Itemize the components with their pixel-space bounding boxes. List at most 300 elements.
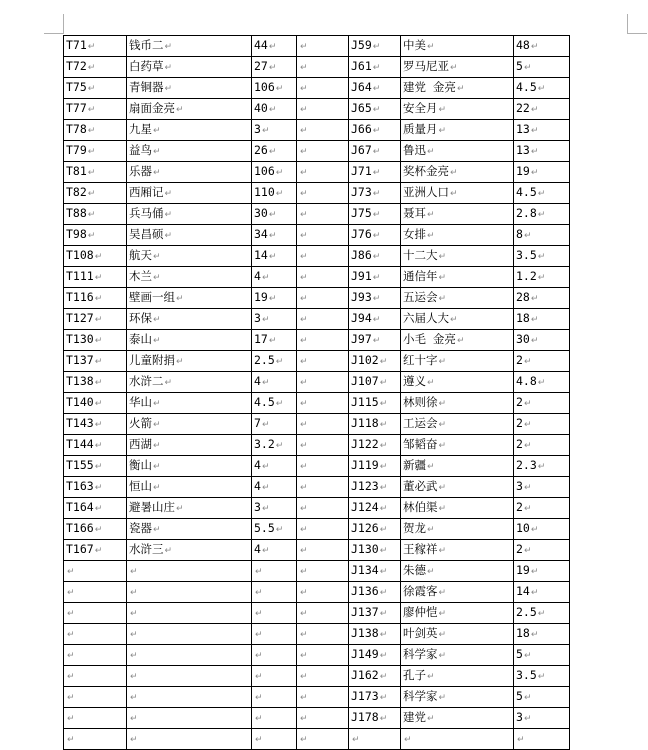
cell-t-code[interactable] — [64, 288, 127, 309]
cell-t-code[interactable] — [64, 120, 127, 141]
cell-j-code[interactable] — [349, 393, 401, 414]
cell-j-name[interactable] — [401, 729, 514, 750]
cell-text: J73 — [351, 185, 372, 199]
paragraph-mark-icon: ↵ — [523, 693, 532, 703]
cell-text: 叶剑英 — [403, 626, 438, 640]
cell-j-code[interactable] — [349, 624, 401, 645]
cell-t-name[interactable] — [127, 582, 252, 603]
cell-t-code[interactable] — [64, 351, 127, 372]
cell-t-blank[interactable] — [297, 99, 349, 120]
cell-j-code[interactable] — [349, 519, 401, 540]
cell-t-name[interactable] — [127, 561, 252, 582]
cell-t-code[interactable] — [64, 708, 127, 729]
cell-j-code[interactable] — [349, 288, 401, 309]
cell-j-code[interactable] — [349, 57, 401, 78]
cell-t-code[interactable] — [64, 729, 127, 750]
cell-t-blank[interactable] — [297, 36, 349, 57]
cell-j-count[interactable] — [514, 78, 570, 99]
paragraph-mark-icon: ↵ — [275, 525, 284, 535]
cell-t-code[interactable] — [64, 393, 127, 414]
cell-t-name[interactable] — [127, 162, 252, 183]
paragraph-mark-icon: ↵ — [372, 231, 381, 241]
cell-text: 5 — [516, 59, 523, 73]
cell-t-count[interactable] — [252, 603, 297, 624]
paragraph-mark-icon: ↵ — [438, 588, 447, 598]
paragraph-mark-icon: ↵ — [255, 630, 263, 640]
cell-t-code[interactable] — [64, 540, 127, 561]
cell-t-name[interactable] — [127, 414, 252, 435]
paragraph-mark-icon: ↵ — [379, 504, 388, 514]
cell-t-code[interactable] — [64, 456, 127, 477]
cell-t-count[interactable] — [252, 687, 297, 708]
table-row — [64, 36, 570, 57]
cell-j-name[interactable] — [401, 708, 514, 729]
table-row — [64, 351, 570, 372]
cell-t-name[interactable] — [127, 246, 252, 267]
cell-t-count[interactable] — [252, 498, 297, 519]
cell-j-count[interactable] — [514, 414, 570, 435]
cell-t-count[interactable] — [252, 414, 297, 435]
cell-t-code[interactable] — [64, 414, 127, 435]
cell-j-name[interactable] — [401, 456, 514, 477]
cell-t-code[interactable] — [64, 78, 127, 99]
cell-j-count[interactable] — [514, 120, 570, 141]
cell-t-count[interactable] — [252, 204, 297, 225]
cell-j-name[interactable] — [401, 162, 514, 183]
cell-t-code[interactable] — [64, 372, 127, 393]
cell-j-code[interactable] — [349, 435, 401, 456]
cell-t-code[interactable] — [64, 624, 127, 645]
cell-t-name[interactable] — [127, 393, 252, 414]
cell-t-blank[interactable] — [297, 729, 349, 750]
cell-j-code[interactable] — [349, 36, 401, 57]
cell-t-code[interactable] — [64, 183, 127, 204]
cell-j-count[interactable] — [514, 393, 570, 414]
cell-j-code[interactable] — [349, 540, 401, 561]
cell-t-blank[interactable] — [297, 141, 349, 162]
paragraph-mark-icon: ↵ — [530, 336, 539, 346]
cell-t-name[interactable] — [127, 477, 252, 498]
cell-text: 兵马俑 — [129, 206, 164, 220]
cell-t-code[interactable] — [64, 645, 127, 666]
cell-t-name[interactable] — [127, 372, 252, 393]
cell-t-name[interactable] — [127, 57, 252, 78]
cell-t-code[interactable] — [64, 36, 127, 57]
paragraph-mark-icon: ↵ — [164, 84, 173, 94]
cell-t-name[interactable] — [127, 456, 252, 477]
cell-j-code[interactable] — [349, 645, 401, 666]
paragraph-mark-icon: ↵ — [300, 357, 308, 367]
cell-j-name[interactable] — [401, 120, 514, 141]
cell-t-count[interactable] — [252, 666, 297, 687]
cell-j-count[interactable] — [514, 225, 570, 246]
paragraph-mark-icon: ↵ — [372, 336, 381, 346]
cell-j-count[interactable] — [514, 729, 570, 750]
paragraph-mark-icon: ↵ — [94, 357, 103, 367]
cell-t-blank[interactable] — [297, 435, 349, 456]
cell-t-count[interactable] — [252, 540, 297, 561]
cell-j-count[interactable] — [514, 477, 570, 498]
cell-t-count[interactable] — [252, 246, 297, 267]
cell-j-code[interactable] — [349, 225, 401, 246]
cell-j-name[interactable] — [401, 225, 514, 246]
paragraph-mark-icon: ↵ — [438, 252, 447, 262]
cell-j-code[interactable] — [349, 666, 401, 687]
cell-text: 聂耳 — [403, 206, 426, 220]
cell-j-count[interactable] — [514, 435, 570, 456]
paragraph-mark-icon: ↵ — [275, 84, 284, 94]
paragraph-mark-icon: ↵ — [523, 504, 532, 514]
cell-j-name[interactable] — [401, 204, 514, 225]
cell-t-name[interactable] — [127, 183, 252, 204]
cell-t-blank[interactable] — [297, 708, 349, 729]
cell-j-code[interactable] — [349, 120, 401, 141]
cell-j-name[interactable] — [401, 519, 514, 540]
cell-j-count[interactable] — [514, 288, 570, 309]
cell-t-blank[interactable] — [297, 477, 349, 498]
cell-text: 西湖 — [129, 437, 152, 451]
cell-j-name[interactable] — [401, 78, 514, 99]
cell-t-blank[interactable] — [297, 162, 349, 183]
cell-j-name[interactable] — [401, 36, 514, 57]
paragraph-mark-icon: ↵ — [300, 126, 308, 136]
cell-j-name[interactable] — [401, 141, 514, 162]
cell-t-code[interactable] — [64, 225, 127, 246]
cell-t-blank[interactable] — [297, 666, 349, 687]
cell-t-name[interactable] — [127, 99, 252, 120]
cell-j-count[interactable] — [514, 99, 570, 120]
cell-j-name[interactable] — [401, 582, 514, 603]
cell-t-name[interactable] — [127, 645, 252, 666]
paragraph-mark-icon: ↵ — [300, 672, 308, 682]
paragraph-mark-icon: ↵ — [523, 483, 532, 493]
cell-j-name[interactable] — [401, 309, 514, 330]
cell-j-name[interactable] — [401, 183, 514, 204]
cell-text: 28 — [516, 290, 530, 304]
cell-t-name[interactable] — [127, 624, 252, 645]
cell-t-code[interactable] — [64, 330, 127, 351]
cell-t-count[interactable] — [252, 288, 297, 309]
paragraph-mark-icon: ↵ — [530, 126, 539, 136]
cell-j-count[interactable] — [514, 456, 570, 477]
cell-text: 3.5 — [516, 248, 537, 262]
cell-t-code[interactable] — [64, 57, 127, 78]
cell-t-count[interactable] — [252, 456, 297, 477]
cell-j-code[interactable] — [349, 246, 401, 267]
cell-t-blank[interactable] — [297, 456, 349, 477]
cell-j-code[interactable] — [349, 351, 401, 372]
cell-j-count[interactable] — [514, 141, 570, 162]
cell-j-code[interactable] — [349, 162, 401, 183]
cell-j-name[interactable] — [401, 645, 514, 666]
cell-t-blank[interactable] — [297, 57, 349, 78]
cell-j-count[interactable] — [514, 624, 570, 645]
cell-t-code[interactable] — [64, 162, 127, 183]
cell-j-code[interactable] — [349, 582, 401, 603]
cell-t-count[interactable] — [252, 645, 297, 666]
paragraph-mark-icon: ↵ — [450, 63, 458, 73]
cell-j-name[interactable] — [401, 330, 514, 351]
cell-t-count[interactable] — [252, 36, 297, 57]
cell-t-name[interactable] — [127, 267, 252, 288]
cell-t-code[interactable] — [64, 267, 127, 288]
cell-t-name[interactable] — [127, 687, 252, 708]
cell-j-code[interactable] — [349, 78, 401, 99]
cell-t-name[interactable] — [127, 309, 252, 330]
cell-t-count[interactable] — [252, 141, 297, 162]
cell-j-code[interactable] — [349, 687, 401, 708]
cell-t-count[interactable] — [252, 120, 297, 141]
cell-text: J124 — [351, 500, 379, 514]
cell-t-name[interactable] — [127, 78, 252, 99]
cell-t-blank[interactable] — [297, 582, 349, 603]
cell-text: 亚洲人口 — [403, 185, 449, 199]
paragraph-mark-icon: ↵ — [438, 105, 447, 115]
cell-text: 遵义 — [403, 374, 426, 388]
cell-t-name[interactable] — [127, 603, 252, 624]
cell-t-name[interactable] — [127, 141, 252, 162]
cell-t-blank[interactable] — [297, 183, 349, 204]
cell-j-code[interactable] — [349, 498, 401, 519]
cell-t-name[interactable] — [127, 498, 252, 519]
cell-t-count[interactable] — [252, 477, 297, 498]
cell-j-name[interactable] — [401, 267, 514, 288]
cell-t-code[interactable] — [64, 204, 127, 225]
cell-t-count[interactable] — [252, 351, 297, 372]
cell-t-count[interactable] — [252, 309, 297, 330]
cell-j-name[interactable] — [401, 477, 514, 498]
cell-text: J97 — [351, 332, 372, 346]
cell-j-name[interactable] — [401, 603, 514, 624]
cell-j-count[interactable] — [514, 372, 570, 393]
cell-text: 避暑山庄 — [129, 500, 175, 514]
cell-j-code[interactable] — [349, 708, 401, 729]
cell-j-count[interactable] — [514, 57, 570, 78]
cell-j-count[interactable] — [514, 540, 570, 561]
cell-t-blank[interactable] — [297, 309, 349, 330]
cell-j-name[interactable] — [401, 435, 514, 456]
cell-t-code[interactable] — [64, 519, 127, 540]
cell-j-code[interactable] — [349, 414, 401, 435]
cell-j-name[interactable] — [401, 414, 514, 435]
cell-t-code[interactable] — [64, 141, 127, 162]
cell-t-blank[interactable] — [297, 645, 349, 666]
cell-t-count[interactable] — [252, 183, 297, 204]
cell-text: 邹韬奋 — [403, 437, 438, 451]
cell-t-blank[interactable] — [297, 225, 349, 246]
cell-t-count[interactable] — [252, 708, 297, 729]
cell-t-blank[interactable] — [297, 519, 349, 540]
cell-j-code[interactable] — [349, 309, 401, 330]
cell-t-blank[interactable] — [297, 603, 349, 624]
cell-t-count[interactable] — [252, 519, 297, 540]
cell-j-code[interactable] — [349, 477, 401, 498]
cell-t-code[interactable] — [64, 666, 127, 687]
cell-j-count[interactable] — [514, 183, 570, 204]
table-row — [64, 414, 570, 435]
cell-t-code[interactable] — [64, 582, 127, 603]
cell-j-name[interactable] — [401, 246, 514, 267]
cell-text: 13 — [516, 143, 530, 157]
cell-j-name[interactable] — [401, 498, 514, 519]
cell-j-count[interactable] — [514, 519, 570, 540]
cell-j-name[interactable] — [401, 393, 514, 414]
cell-text: 水浒三 — [129, 542, 164, 556]
cell-t-name[interactable] — [127, 330, 252, 351]
cell-t-blank[interactable] — [297, 498, 349, 519]
cell-text: T144 — [66, 437, 94, 451]
cell-j-name[interactable] — [401, 372, 514, 393]
cell-t-name[interactable] — [127, 540, 252, 561]
cell-j-count[interactable] — [514, 162, 570, 183]
cell-text: 4 — [254, 542, 261, 556]
cell-t-blank[interactable] — [297, 351, 349, 372]
paragraph-mark-icon: ↵ — [87, 189, 96, 199]
cell-j-name[interactable] — [401, 624, 514, 645]
cell-t-blank[interactable] — [297, 267, 349, 288]
cell-t-code[interactable] — [64, 687, 127, 708]
cell-t-blank[interactable] — [297, 414, 349, 435]
cell-text: 7 — [254, 416, 261, 430]
paragraph-mark-icon: ↵ — [87, 147, 96, 157]
cell-t-code[interactable] — [64, 246, 127, 267]
cell-t-blank[interactable] — [297, 372, 349, 393]
cell-t-name[interactable] — [127, 435, 252, 456]
cell-j-name[interactable] — [401, 561, 514, 582]
cell-t-blank[interactable] — [297, 204, 349, 225]
cell-j-name[interactable] — [401, 288, 514, 309]
cell-t-count[interactable] — [252, 624, 297, 645]
cell-j-count[interactable] — [514, 246, 570, 267]
cell-t-blank[interactable] — [297, 78, 349, 99]
cell-j-code[interactable] — [349, 183, 401, 204]
cell-t-name[interactable] — [127, 36, 252, 57]
cell-t-name[interactable] — [127, 708, 252, 729]
cell-t-code[interactable] — [64, 435, 127, 456]
cell-t-code[interactable] — [64, 561, 127, 582]
cell-j-name[interactable] — [401, 351, 514, 372]
cell-j-count[interactable] — [514, 351, 570, 372]
cell-text: 19 — [254, 290, 268, 304]
cell-t-blank[interactable] — [297, 687, 349, 708]
cell-j-code[interactable] — [349, 729, 401, 750]
cell-t-count[interactable] — [252, 57, 297, 78]
cell-j-code[interactable] — [349, 372, 401, 393]
cell-t-count[interactable] — [252, 99, 297, 120]
cell-t-blank[interactable] — [297, 561, 349, 582]
cell-j-count[interactable] — [514, 330, 570, 351]
cell-t-name[interactable] — [127, 519, 252, 540]
cell-t-name[interactable] — [127, 729, 252, 750]
cell-j-code[interactable] — [349, 267, 401, 288]
cell-t-blank[interactable] — [297, 540, 349, 561]
cell-t-count[interactable] — [252, 393, 297, 414]
cell-j-count[interactable] — [514, 666, 570, 687]
cell-j-count[interactable] — [514, 498, 570, 519]
cell-t-code[interactable] — [64, 309, 127, 330]
paragraph-mark-icon: ↵ — [427, 42, 435, 52]
cell-t-count[interactable] — [252, 372, 297, 393]
cell-j-code[interactable] — [349, 456, 401, 477]
cell-t-code[interactable] — [64, 477, 127, 498]
cell-t-count[interactable] — [252, 330, 297, 351]
cell-t-count[interactable] — [252, 729, 297, 750]
cell-text: T130 — [66, 332, 94, 346]
cell-text: T75 — [66, 80, 87, 94]
cell-t-count[interactable] — [252, 267, 297, 288]
cell-j-name[interactable] — [401, 99, 514, 120]
paragraph-mark-icon: ↵ — [300, 63, 308, 73]
cell-j-code[interactable] — [349, 330, 401, 351]
paragraph-mark-icon: ↵ — [438, 651, 447, 661]
cell-t-count[interactable] — [252, 225, 297, 246]
cell-t-name[interactable] — [127, 288, 252, 309]
cell-text: 青铜器 — [129, 80, 164, 94]
cell-t-name[interactable] — [127, 204, 252, 225]
cell-j-code[interactable] — [349, 561, 401, 582]
cell-j-name[interactable] — [401, 666, 514, 687]
paragraph-mark-icon: ↵ — [523, 420, 532, 430]
cell-j-name[interactable] — [401, 540, 514, 561]
cell-t-blank[interactable] — [297, 246, 349, 267]
cell-t-blank[interactable] — [297, 393, 349, 414]
cell-j-count[interactable] — [514, 309, 570, 330]
cell-text: 14 — [254, 248, 268, 262]
cell-text: 罗马尼亚 — [403, 59, 449, 73]
cell-text: 安全月 — [403, 101, 438, 115]
cell-text: 4.5 — [254, 395, 275, 409]
cell-j-count[interactable] — [514, 687, 570, 708]
cell-t-blank[interactable] — [297, 288, 349, 309]
cell-t-blank[interactable] — [297, 330, 349, 351]
cell-j-code[interactable] — [349, 141, 401, 162]
cell-j-name[interactable] — [401, 687, 514, 708]
paragraph-mark-icon: ↵ — [300, 42, 308, 52]
paragraph-mark-icon: ↵ — [255, 714, 263, 724]
cell-j-count[interactable] — [514, 36, 570, 57]
cell-t-count[interactable] — [252, 435, 297, 456]
cell-j-count[interactable] — [514, 645, 570, 666]
cell-t-code[interactable] — [64, 498, 127, 519]
cell-t-name[interactable] — [127, 351, 252, 372]
cell-t-name[interactable] — [127, 225, 252, 246]
cell-text: 通信年 — [403, 269, 438, 283]
cell-j-count[interactable] — [514, 708, 570, 729]
cell-j-count[interactable] — [514, 582, 570, 603]
table-row — [64, 225, 570, 246]
cell-j-count[interactable] — [514, 603, 570, 624]
cell-t-count[interactable] — [252, 78, 297, 99]
paragraph-mark-icon: ↵ — [300, 462, 308, 472]
cell-j-code[interactable] — [349, 99, 401, 120]
cell-t-name[interactable] — [127, 666, 252, 687]
cell-t-name[interactable] — [127, 120, 252, 141]
cell-j-count[interactable] — [514, 561, 570, 582]
cell-j-count[interactable] — [514, 204, 570, 225]
cell-t-blank[interactable] — [297, 624, 349, 645]
cell-j-count[interactable] — [514, 267, 570, 288]
cell-t-code[interactable] — [64, 603, 127, 624]
cell-j-name[interactable] — [401, 57, 514, 78]
cell-t-code[interactable] — [64, 99, 127, 120]
cell-j-code[interactable] — [349, 603, 401, 624]
cell-text: 4.5 — [516, 185, 537, 199]
cell-j-code[interactable] — [349, 204, 401, 225]
cell-t-blank[interactable] — [297, 120, 349, 141]
cell-t-count[interactable] — [252, 162, 297, 183]
cell-t-count[interactable] — [252, 561, 297, 582]
cell-t-count[interactable] — [252, 582, 297, 603]
